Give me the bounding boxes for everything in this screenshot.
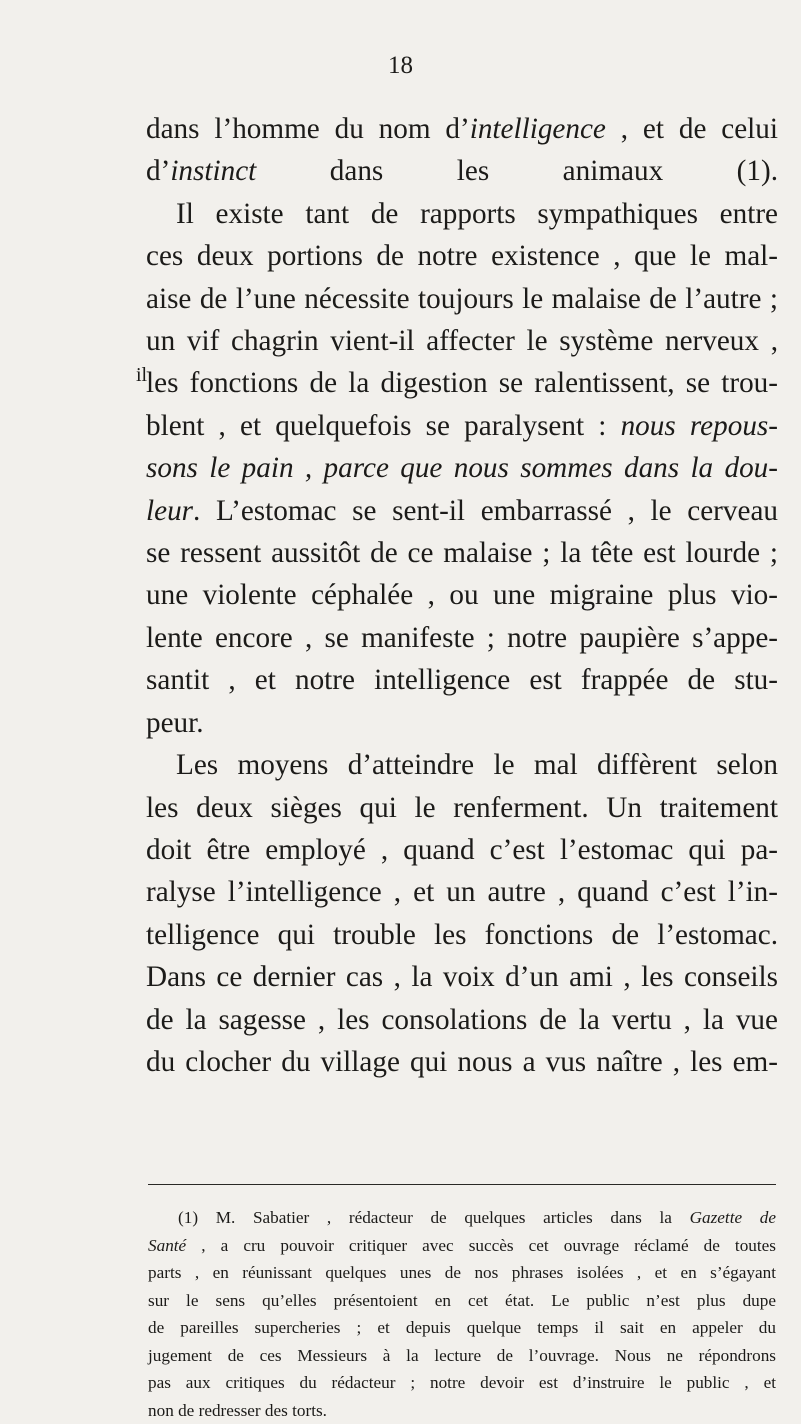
footnote-line: pas aux critiques du rédacteur ; notre devoir est d’instruire le public , et <box>148 1369 776 1397</box>
text-line: les fonctions de la digestion se ralentissent, se trou- <box>146 362 778 404</box>
footnote <box>148 1204 776 1424</box>
text-line: un vif chagrin vient-il affecter le système nerveux , <box>146 320 778 362</box>
footnote-line: (1) M. Sabatier , rédacteur de quelques articles dans la Gazette de <box>148 1204 776 1232</box>
main-text <box>146 108 778 1083</box>
text-line: d’instinct dans les animaux (1). <box>146 150 778 192</box>
text-line: blent , et quelquefois se paralysent : nous repous- <box>146 405 778 447</box>
footnote-line: sur le sens qu’elles présentoient en cet état. Le public n’est plus dupe <box>148 1287 776 1315</box>
text-line: aise de l’une nécessite toujours le malaise de l’autre ; <box>146 278 778 320</box>
text-line: santit , et notre intelligence est frappée de stu- <box>146 659 778 701</box>
text-line: telligence qui trouble les fonctions de l’estomac. <box>146 914 778 956</box>
text-line: Dans ce dernier cas , la voix d’un ami , les conseils <box>146 956 778 998</box>
text-line: ralyse l’intelligence , et un autre , quand c’est l’in- <box>146 871 778 913</box>
text-line: les deux sièges qui le renferment. Un traitement <box>146 787 778 829</box>
text-line: se ressent aussitôt de ce malaise ; la tête est lourde ; <box>146 532 778 574</box>
footnote-line: jugement de ces Messieurs à la lecture de l’ouvrage. Nous ne répondrons <box>148 1342 776 1370</box>
footnote-line: de pareilles supercheries ; et depuis quelque temps il sait en appeler du <box>148 1314 776 1342</box>
footnote-line: non de redresser des torts. <box>148 1397 776 1424</box>
text-line: lente encore , se manifeste ; notre paupière s’appe- <box>146 617 778 659</box>
text-line: une violente céphalée , ou une migraine plus vio- <box>146 574 778 616</box>
text-line: de la sagesse , les consolations de la vertu , la vue <box>146 999 778 1041</box>
text-line: du clocher du village qui nous a vus naître , les em- <box>146 1041 778 1083</box>
text-line: peur. <box>146 702 778 744</box>
footnote-line: parts , en réunissant quelques unes de nos phrases isolées , et en s’égayant <box>148 1259 776 1287</box>
footnote-line: Santé , a cru pouvoir critiquer avec succès cet ouvrage réclamé de toutes <box>148 1232 776 1260</box>
paragraph-start: Les moyens d’atteindre le mal diffèrent selon <box>146 744 778 786</box>
margin-mark: il <box>136 364 147 387</box>
text-line: sons le pain , parce que nous sommes dans la dou- <box>146 447 778 489</box>
footnote-rule <box>148 1184 776 1185</box>
text-line: doit être employé , quand c’est l’estomac qui pa- <box>146 829 778 871</box>
page-number: 18 <box>0 52 801 80</box>
paragraph-start: Il existe tant de rapports sympathiques entre <box>146 193 778 235</box>
text-line: leur. L’estomac se sent-il embarrassé , le cerveau <box>146 490 778 532</box>
text-line: ces deux portions de notre existence , que le mal- <box>146 235 778 277</box>
text-line: dans l’homme du nom d’intelligence , et de celui <box>146 108 778 150</box>
